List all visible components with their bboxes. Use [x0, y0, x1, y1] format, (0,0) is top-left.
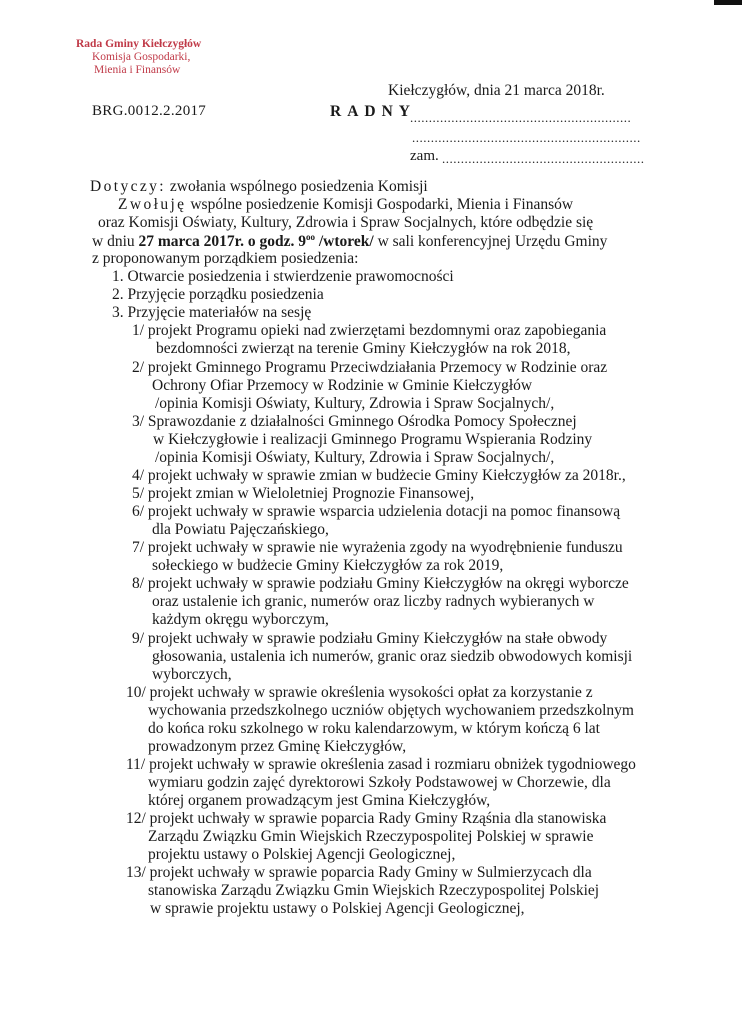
agenda-line: projektu ustawy o Polskiej Agencji Geologicznej, [148, 846, 456, 863]
intro-line-3 [92, 232, 607, 251]
meeting-location: w sali konferencyjnej Urzędu Gminy [377, 233, 608, 251]
agenda-line: /opinia Komisji Oświaty, Kultury, Zdrowia i Spraw Socjalnych/, [155, 395, 555, 412]
agenda-line: wychowania przedszkolnego uczniów objętych wychowaniem przedszkolnym [148, 702, 634, 719]
meeting-date-time: 27 marca 2017r. o godz. 9 [138, 233, 306, 251]
agenda-line: do końca roku szkolnego w roku kalendarzowym, w którym kończą 6 lat [148, 720, 600, 737]
address-blank: ...................................................... [442, 151, 645, 166]
agenda-line: stanowiska Zarządu Związku Gmin Wiejskich Rzeczypospolitej Polskiej [148, 882, 600, 899]
agenda-line: 1. Otwarcie posiedzenia i stwierdzenie prawomocności [112, 268, 454, 285]
agenda-line: każdym okręgu wyborczym, [152, 611, 329, 628]
agenda-line: 6/ projekt uchwały w sprawie wsparcia udzielenia dotacji na pomoc finansową [132, 503, 621, 520]
agenda-line: 8/ projekt uchwały w sprawie podziału Gminy Kiełczygłów na okręgi wyborcze [132, 575, 629, 592]
subject-line [90, 178, 428, 196]
agenda-line: 5/ projekt zmian w Wieloletniej Prognozie Finansowej, [132, 485, 475, 502]
intro-line-2: oraz Komisji Oświaty, Kultury, Zdrowia i Spraw Socjalnych, które odbędzie się [98, 214, 594, 231]
agenda-line: 4/ projekt uchwały w sprawie zmian w budżecie Gminy Kiełczygłów za 2018r., [132, 467, 626, 484]
recipient-name-blank-2: ............................................................. [412, 130, 641, 145]
agenda-line: 2. Przyjęcie porządku posiedzenia [112, 286, 324, 303]
intro-line-1 [118, 196, 573, 214]
agenda-line: Zarządu Związku Gmin Wiejskich Rzeczypospolitej Polskiej w sprawie [148, 828, 594, 845]
agenda-line: oraz ustalenie ich granic, numerów oraz liczby radnych wybieranych w [152, 593, 595, 610]
subject-text: zwołania wspólnego posiedzenia Komisji [169, 178, 428, 195]
recipient-name-blank: ........................................................... [410, 110, 632, 125]
stamp-line-committee: Komisja Gospodarki, [92, 51, 191, 63]
recipient-label: RADNY [330, 103, 416, 120]
hour-superscript: oo [305, 232, 315, 242]
intro-line-4: z proponowanym porządkiem posiedzenia: [92, 250, 359, 267]
document-reference-number: BRG.0012.2.2017 [92, 103, 207, 119]
address-label: zam. [410, 148, 439, 164]
intro-text-1: wspólne posiedzenie Komisji Gospodarki, Mienia i Finansów [190, 196, 574, 213]
intro-in-day: w dniu [92, 233, 135, 251]
intro-convene-word: Zwołuję [118, 196, 187, 213]
committee-stamp [74, 38, 201, 77]
agenda-line: 3. Przyjęcie materiałów na sesję [112, 304, 312, 321]
agenda-line: w sprawie projektu ustawy o Polskiej Agencji Geologicznej, [150, 900, 525, 917]
agenda-line: 7/ projekt uchwały w sprawie nie wyrażenia zgody na wyodrębnienie funduszu [132, 539, 623, 556]
agenda-line: sołeckiego w budżecie Gminy Kiełczygłów za rok 2019, [152, 557, 504, 574]
agenda-line: 12/ projekt uchwały w sprawie poparcia Rady Gminy Rząśnia dla stanowiska [126, 810, 607, 827]
agenda-line: Ochrony Ofiar Przemocy w Rodzinie w Gminie Kiełczygłów [152, 377, 533, 394]
agenda-line: prowadzonym przez Gminę Kiełczygłów, [148, 738, 407, 755]
agenda-line: wyborczych, [152, 666, 232, 683]
agenda-line: 2/ projekt Gminnego Programu Przeciwdziałania Przemocy w Rodzinie oraz [132, 359, 608, 376]
agenda-line: 13/ projekt uchwały w sprawie poparcia Rady Gminy w Sulmierzycach dla [126, 864, 592, 881]
place-and-date: Kiełczygłów, dnia 21 marca 2018r. [388, 82, 605, 99]
stamp-line-scope: Mienia i Finansów [94, 64, 181, 76]
agenda-line: bezdomności zwierząt na terenie Gminy Kiełczygłów na rok 2018, [156, 340, 571, 357]
agenda-line: 11/ projekt uchwały w sprawie określenia zasad i rozmiaru obniżek tygodniowego [126, 756, 636, 773]
agenda-line: 3/ Sprawozdanie z działalności Gminnego Ośrodka Pomocy Społecznej [132, 413, 577, 430]
meeting-weekday: /wtorek/ [318, 233, 374, 251]
agenda-line: 9/ projekt uchwały w sprawie podziału Gminy Kiełczygłów na stałe obwody [132, 630, 608, 647]
agenda-line: 1/ projekt Programu opieki nad zwierzętami bezdomnymi oraz zapobiegania [132, 322, 607, 339]
stamp-line-council: Rada Gminy Kiełczygłów [76, 38, 202, 50]
subject-label: Dotyczy: [90, 178, 167, 195]
agenda-line: w Kiełczygłowie i realizacji Gminnego Programu Wspierania Rodziny [153, 431, 593, 448]
agenda-line: której organem prowadzącym jest Gmina Kiełczygłów, [148, 792, 491, 809]
agenda-line: wymiaru godzin zajęć dyrektorowi Szkoły Podstawowej w Chorzewie, dla [148, 774, 611, 791]
agenda-line: /opinia Komisji Oświaty, Kultury, Zdrowia i Spraw Socjalnych/, [155, 449, 555, 466]
agenda-line: 10/ projekt uchwały w sprawie określenia wysokości opłat za korzystanie z [126, 684, 593, 701]
scan-corner-mark [714, 0, 742, 5]
agenda-line: głosowania, ustalenia ich numerów, granic oraz siedzib obwodowych komisji [152, 648, 633, 665]
agenda-line: dla Powiatu Pajęczańskiego, [152, 521, 329, 538]
